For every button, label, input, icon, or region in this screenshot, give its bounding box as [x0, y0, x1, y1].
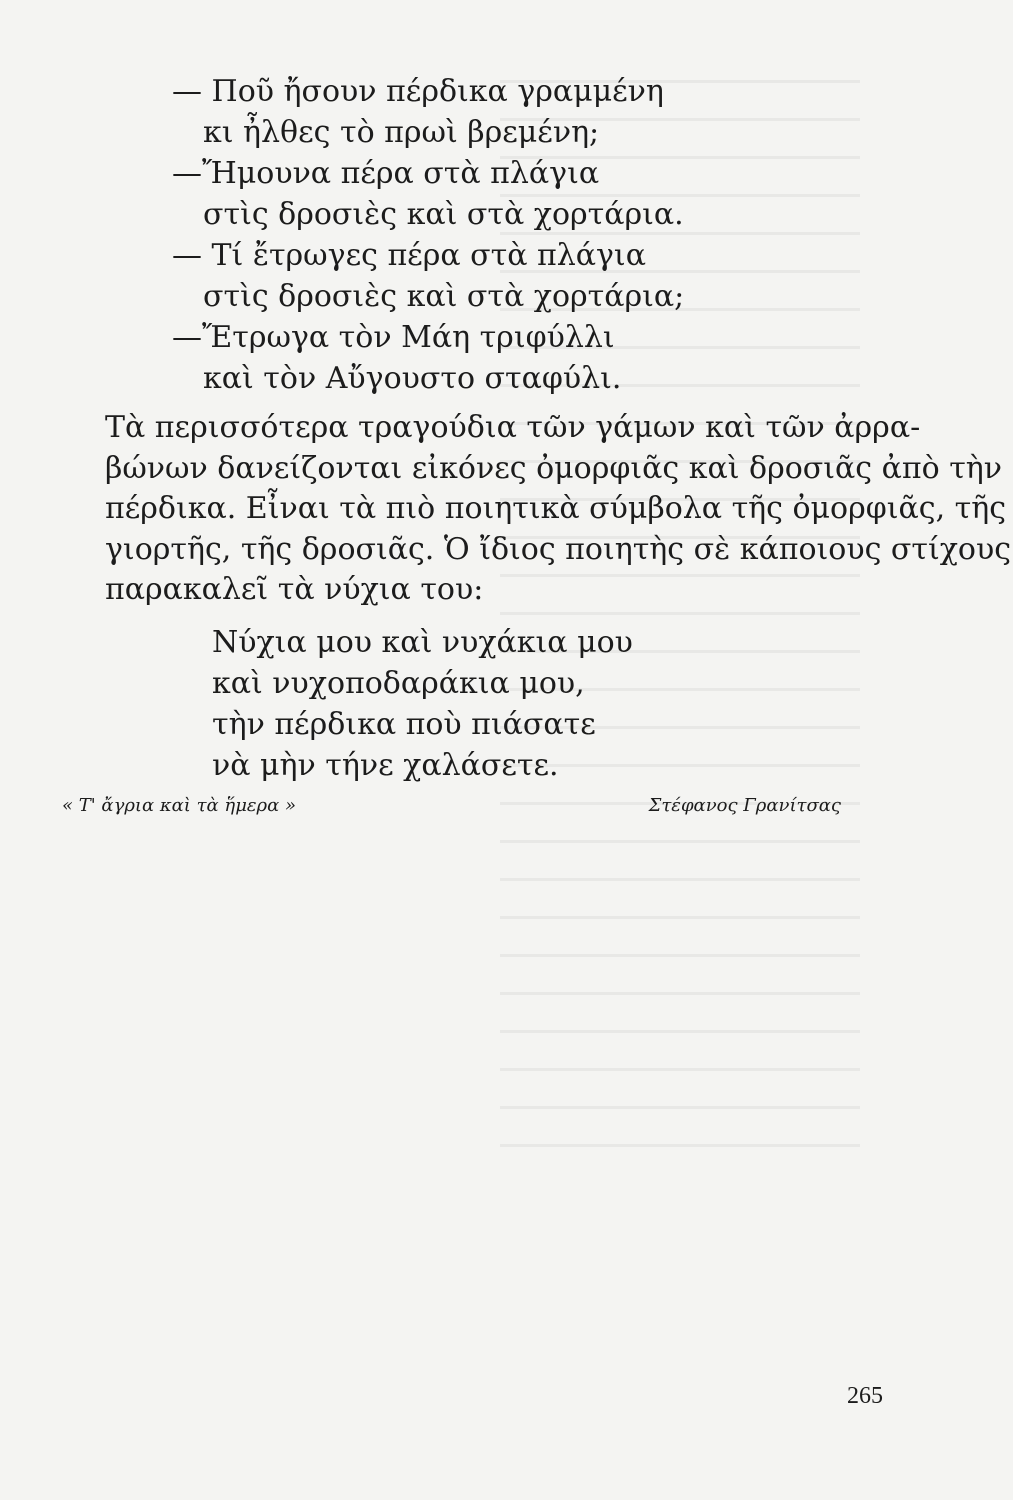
verse-line: τὴν πέρδικα ποὺ πιάσατε [212, 707, 596, 742]
author-name: Στέφανος Γρανίτσας [648, 795, 841, 816]
verse-line: νὰ μὴν τήνε χαλάσετε. [212, 748, 559, 783]
paragraph-line: βώνων δανείζονται εἰκόνες ὀμορφιᾶς καὶ δροσιᾶς ἀπὸ τὴν [105, 450, 1002, 486]
dialogue-line: καὶ τὸν Αὔγουστο σταφύλι. [203, 361, 622, 396]
dialogue-line: — Ποῦ ἤσουν πέρδικα γραμμένη [172, 74, 664, 109]
dialogue-line: —Ἤμουνα πέρα στὰ πλάγια [172, 156, 600, 191]
dialogue-line: —Ἔτρωγα τὸν Μάη τριφύλλι [172, 320, 615, 355]
dialogue-line: στὶς δροσιὲς καὶ στὰ χορτάρια; [203, 279, 685, 314]
verse-line: Νύχια μου καὶ νυχάκια μου [212, 625, 633, 660]
dialogue-line: κι ἦλθες τὸ πρωὶ βρεμένη; [203, 115, 600, 150]
paragraph-line: πέρδικα. Εἶναι τὰ πιὸ ποιητικὰ σύμβολα τῆς ὀμορφιᾶς, τῆς [105, 491, 1007, 526]
page-number: 265 [847, 1383, 883, 1409]
dialogue-line: στὶς δροσιὲς καὶ στὰ χορτάρια. [203, 197, 684, 232]
verse-line: καὶ νυχοποδαράκια μου, [212, 666, 585, 701]
body-paragraph [105, 408, 1012, 611]
source-title: « Τ' ἄγρια καὶ τὰ ἥμερα » [62, 795, 297, 816]
dialogue-line: — Τί ἔτρωγες πέρα στὰ πλάγια [172, 238, 646, 273]
paragraph-line: γιορτῆς, τῆς δροσιᾶς. Ὁ ἴδιος ποιητὴς σὲ κάποιους στίχους [105, 531, 1012, 567]
paragraph-line: παρακαλεῖ τὰ νύχια του: [105, 572, 484, 607]
paragraph-line: Τὰ περισσότερα τραγούδια τῶν γάμων καὶ τῶν ἀρρα- [105, 410, 921, 445]
